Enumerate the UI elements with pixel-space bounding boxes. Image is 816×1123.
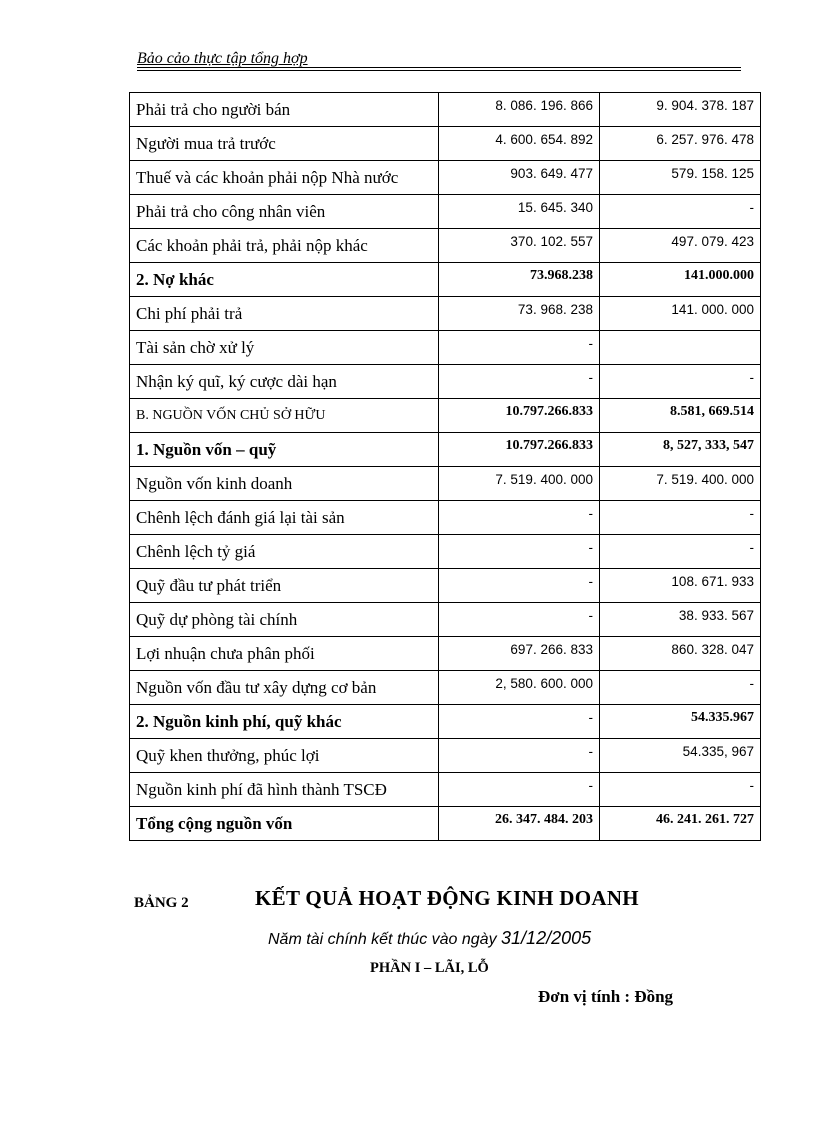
section-title: KẾT QUẢ HOẠT ĐỘNG KINH DOANH <box>255 886 639 910</box>
row-label: Nguồn vốn kinh doanh <box>130 467 439 501</box>
row-value-2: 579. 158. 125 <box>600 161 761 195</box>
row-value-2: 8.581, 669.514 <box>600 399 761 433</box>
row-value-2: 38. 933. 567 <box>600 603 761 637</box>
row-value-2: - <box>600 773 761 807</box>
subtitle-date: 31/12/2005 <box>501 928 592 948</box>
table-row <box>130 705 761 739</box>
row-value-1: 73.968.238 <box>439 263 600 297</box>
row-value-2: - <box>600 671 761 705</box>
row-value-1: 697. 266. 833 <box>439 637 600 671</box>
row-label: Nguồn vốn đầu tư xây dựng cơ bản <box>130 671 439 705</box>
row-value-2: 7. 519. 400. 000 <box>600 467 761 501</box>
row-value-1: 8. 086. 196. 866 <box>439 93 600 127</box>
table-row <box>130 161 761 195</box>
row-value-1: 10.797.266.833 <box>439 433 600 467</box>
row-label: Thuế và các khoản phải nộp Nhà nước <box>130 161 439 195</box>
table-row <box>130 127 761 161</box>
table-row <box>130 399 761 433</box>
row-value-2: 860. 328. 047 <box>600 637 761 671</box>
row-value-1: 370. 102. 557 <box>439 229 600 263</box>
table-row <box>130 671 761 705</box>
row-label: B. NGUỒN VỐN CHỦ SỞ HỮU <box>130 399 439 433</box>
row-label: Quỹ đầu tư phát triển <box>130 569 439 603</box>
row-label: Chênh lệch đánh giá lại tài sản <box>130 501 439 535</box>
row-label: Nhận ký quĩ, ký cược dài hạn <box>130 365 439 399</box>
row-label: 1. Nguồn vốn – quỹ <box>130 433 439 467</box>
table-code: BẢNG 2 <box>134 895 189 911</box>
row-label: Quỹ khen thưởng, phúc lợi <box>130 739 439 773</box>
row-value-2: 54.335, 967 <box>600 739 761 773</box>
row-value-2: 6. 257. 976. 478 <box>600 127 761 161</box>
row-label: Lợi nhuận chưa phân phối <box>130 637 439 671</box>
table-row <box>130 365 761 399</box>
row-value-1: - <box>439 365 600 399</box>
row-value-1: - <box>439 501 600 535</box>
row-value-2: - <box>600 501 761 535</box>
row-value-2: 141. 000. 000 <box>600 297 761 331</box>
table-row <box>130 773 761 807</box>
table-row <box>130 297 761 331</box>
table-row <box>130 263 761 297</box>
row-label: 2. Nguồn kinh phí, quỹ khác <box>130 705 439 739</box>
section-subtitle <box>268 928 591 949</box>
table-row <box>130 739 761 773</box>
header-rule <box>137 67 741 68</box>
row-label: Các khoản phải trả, phải nộp khác <box>130 229 439 263</box>
row-value-1: 2, 580. 600. 000 <box>439 671 600 705</box>
row-label: Người mua trả trước <box>130 127 439 161</box>
row-label: Chênh lệch tỷ giá <box>130 535 439 569</box>
header-title: Bảo cảo thực tập tổng hợp <box>137 50 308 67</box>
row-label: Phải trả cho người bán <box>130 93 439 127</box>
row-value-1: 903. 649. 477 <box>439 161 600 195</box>
row-value-1: 15. 645. 340 <box>439 195 600 229</box>
row-label: Phải trả cho công nhân viên <box>130 195 439 229</box>
row-label: Tổng cộng nguồn vốn <box>130 807 439 841</box>
table-row <box>130 637 761 671</box>
row-value-2: 54.335.967 <box>600 705 761 739</box>
row-label: Tài sản chờ xử lý <box>130 331 439 365</box>
table-row <box>130 433 761 467</box>
row-value-2: - <box>600 195 761 229</box>
balance-sheet-table <box>129 92 761 841</box>
row-label: 2. Nợ khác <box>130 263 439 297</box>
row-value-2 <box>600 331 761 365</box>
table-row-total <box>130 807 761 841</box>
row-value-2: - <box>600 535 761 569</box>
row-value-2: 9. 904. 378. 187 <box>600 93 761 127</box>
row-label: Quỹ dự phòng tài chính <box>130 603 439 637</box>
table-row <box>130 467 761 501</box>
table-row <box>130 229 761 263</box>
table-row <box>130 603 761 637</box>
unit-label: Đơn vị tính : Đồng <box>538 987 674 1006</box>
row-value-1: 73. 968. 238 <box>439 297 600 331</box>
page-header <box>137 50 741 68</box>
row-label: Nguồn kinh phí đã hình thành TSCĐ <box>130 773 439 807</box>
row-value-1: - <box>439 739 600 773</box>
row-value-1: - <box>439 603 600 637</box>
row-value-2: 497. 079. 423 <box>600 229 761 263</box>
row-value-1: - <box>439 569 600 603</box>
table-row <box>130 569 761 603</box>
subtitle-text: Năm tài chính kết thúc vào ngày <box>268 931 497 948</box>
row-value-2: 108. 671. 933 <box>600 569 761 603</box>
table-row <box>130 331 761 365</box>
row-label: Chi phí phải trả <box>130 297 439 331</box>
row-value-1: 4. 600. 654. 892 <box>439 127 600 161</box>
row-value-1: - <box>439 331 600 365</box>
row-value-1: - <box>439 705 600 739</box>
row-value-1: - <box>439 535 600 569</box>
row-value-1: 10.797.266.833 <box>439 399 600 433</box>
row-value-2: 8, 527, 333, 547 <box>600 433 761 467</box>
table-row <box>130 93 761 127</box>
row-value-1: 26. 347. 484. 203 <box>439 807 600 841</box>
row-value-2: 46. 241. 261. 727 <box>600 807 761 841</box>
header-rule-double <box>137 70 741 71</box>
row-value-1: - <box>439 773 600 807</box>
table-row <box>130 501 761 535</box>
row-value-2: - <box>600 365 761 399</box>
part-heading: PHẦN I – LÃI, LỖ <box>370 960 489 976</box>
table-row <box>130 195 761 229</box>
row-value-1: 7. 519. 400. 000 <box>439 467 600 501</box>
row-value-2: 141.000.000 <box>600 263 761 297</box>
table-row <box>130 535 761 569</box>
